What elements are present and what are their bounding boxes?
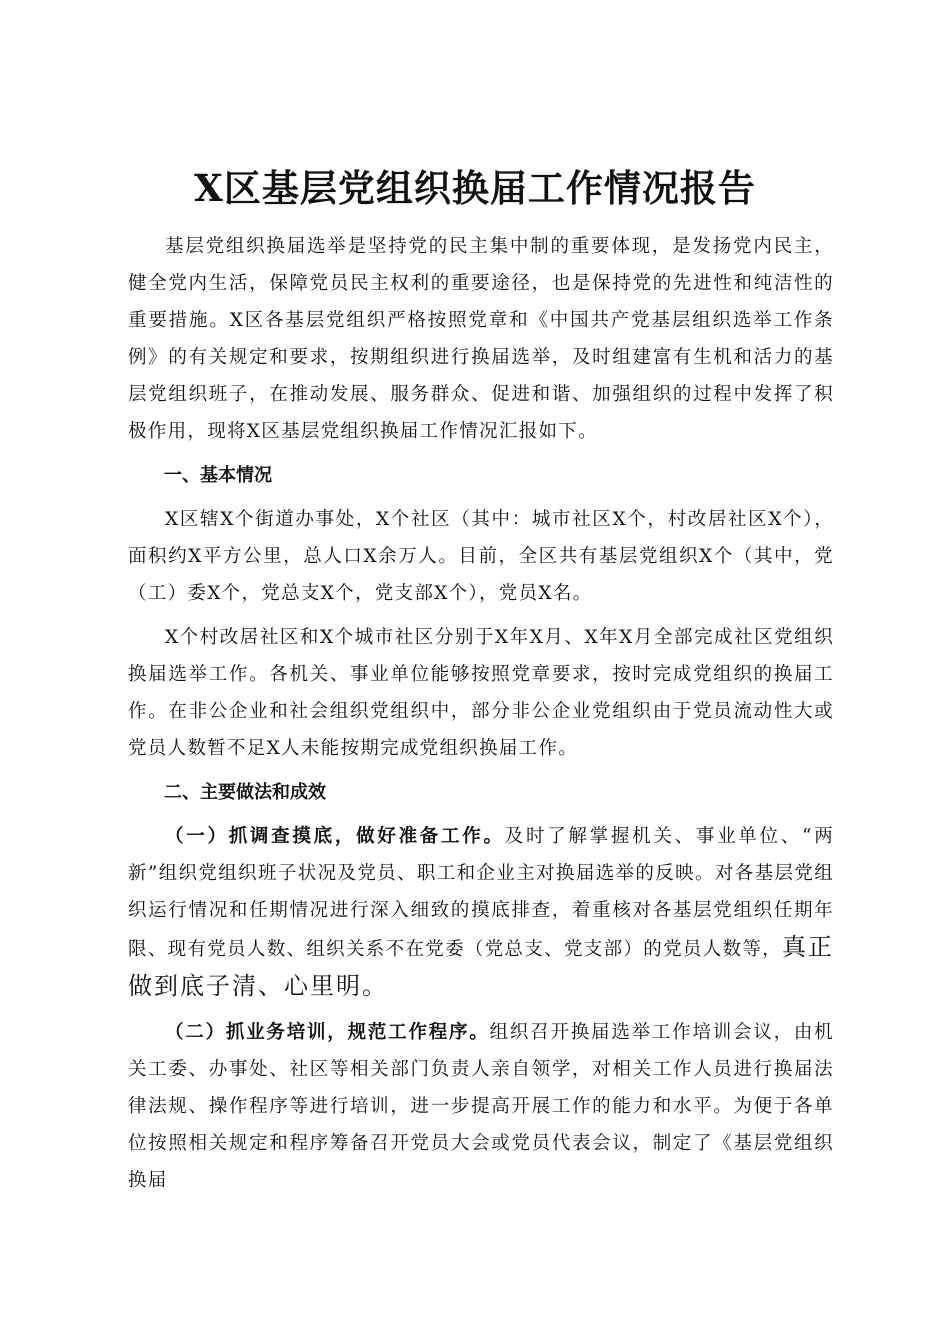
intro-paragraph: 基层党组织换届选举是坚持党的民主集中制的重要体现，是发扬党内民主，健全党内生活，保障党员民主权利的重要途径，也是保持党的先进性和纯洁性的重要措施。X区各基层党组织严格按照党章和《中国共产党基层组织选举工作条例》的有关规定和要求，按期组织进行换届选举，及时组建富有生机和活力的基层党组织班子，在推动发展、服务群众、促进和谐、加强组织的过程中发挥了积极作用，现将X区基层党组织换届工作情况汇报如下。 bbox=[128, 236, 834, 442]
document-body bbox=[128, 228, 834, 1206]
measure-paragraph-1 bbox=[128, 818, 834, 1007]
basic-situation-paragraph-1: X区辖X个街道办事处，X个社区（其中：城市社区X个，村改居社区X个），面积约X平方公里，总人口X余万人。目前，全区共有基层党组织X个（其中，党（工）委X个，党总支X个，党支部X个），党员X名。 bbox=[128, 509, 834, 604]
measure-2-text: 组织召开换届选举工作培训会议，由机关工委、办事处、社区等相关部门负责人亲自领学，对相关工作人员进行换届法律法规、操作程序等进行培训，进一步提高开展工作的能力和水平。为便于各单位按照相关规定和程序筹备召开党员大会或党员代表会议，制定了《基层党组织换届 bbox=[128, 1022, 834, 1191]
measure-1-lead: （一）抓调查摸底，做好准备工作。 bbox=[165, 826, 505, 847]
measure-1-text: 及时了解掌握机关、事业单位、“两新”组织党组织班子状况及党员、职工和企业主对换届选举的反映。对各基层党组织运行情况和任期情况进行深入细致的摸底排查，着重核对各基层党组织任期年限、现有党员人数、组织关系不在党委（党总支、党支部）的党员人数等， bbox=[128, 826, 834, 960]
basic-situation-paragraph-2: X个村改居社区和X个城市社区分别于X年X月、X年X月全部完成社区党组织换届选举工作。各机关、事业单位能够按照党章要求，按时完成党组织的换届工作。在非公企业和社会组织党组织中，部分非公企业党组织由于党员流动性大或党员人数暂不足X人未能按期完成党组织换届工作。 bbox=[128, 627, 834, 759]
measure-2-lead: （二）抓业务培训，规范工作程序。 bbox=[165, 1022, 490, 1043]
section-heading-basic: 一、基本情况 bbox=[164, 465, 272, 486]
measure-paragraph-2 bbox=[128, 1014, 834, 1199]
document-title: X区基层党组织换届工作情况报告 bbox=[194, 166, 756, 210]
section-heading-measures: 二、主要做法和成效 bbox=[164, 782, 326, 803]
measure-1-tail: 真正做到底子清、心里明。 bbox=[128, 933, 835, 1000]
